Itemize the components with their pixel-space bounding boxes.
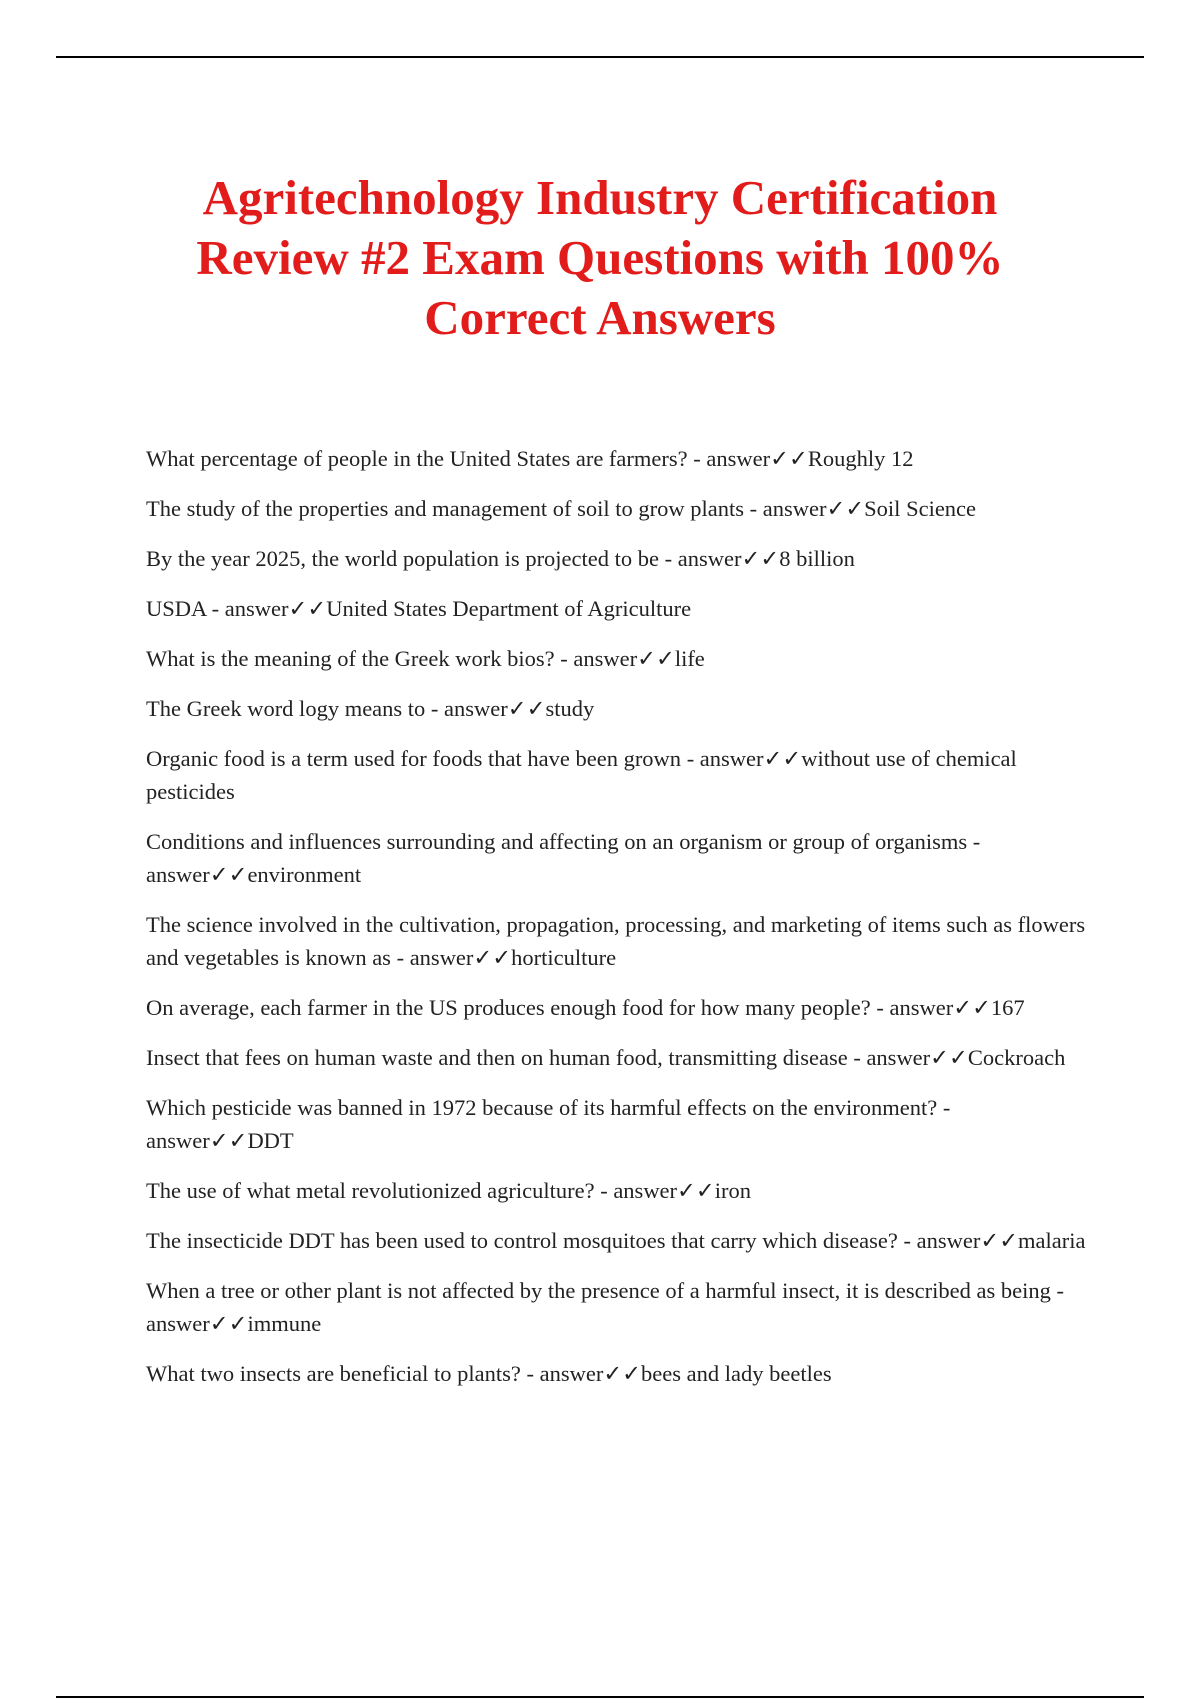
qa-item [146, 742, 1096, 808]
question-text: By the year 2025, the world population is projected to be [146, 546, 660, 571]
question-text: Insect that fees on human waste and then on human food, transmitting disease [146, 1045, 848, 1070]
qa-item [146, 991, 1096, 1024]
question-text: On average, each farmer in the US produces enough food for how many people? [146, 995, 871, 1020]
qa-item [146, 1224, 1096, 1257]
answer-marker: - answer✓✓ [146, 1095, 951, 1153]
qa-item [146, 1174, 1096, 1207]
qa-item [146, 908, 1096, 974]
answer-marker: - answer✓✓ [897, 1228, 1019, 1253]
answer-text: immune [247, 1311, 322, 1336]
question-text: The study of the properties and management of soil to grow plants [146, 496, 744, 521]
answer-marker: - answer✓✓ [870, 995, 991, 1020]
answer-marker: - answer✓✓ [681, 746, 802, 771]
answer-text: life [674, 646, 705, 671]
answer-text: environment [247, 862, 362, 887]
question-text: Conditions and influences surrounding and affecting on an organism or group of organisms [146, 829, 968, 854]
qa-item [146, 492, 1096, 525]
qa-item [146, 1274, 1096, 1340]
qa-item [146, 442, 1096, 475]
answer-text: DDT [247, 1128, 294, 1153]
question-text: What percentage of people in the United States are farmers? [146, 446, 688, 471]
answer-text: Roughly 12 [807, 446, 914, 471]
answer-text: malaria [1018, 1228, 1086, 1253]
qa-item [146, 825, 1096, 891]
question-text: The use of what metal revolutionized agriculture? [146, 1178, 595, 1203]
answer-marker: - answer✓✓ [659, 546, 780, 571]
qa-item [146, 1091, 1096, 1157]
answer-marker: - answer✓✓ [425, 696, 546, 721]
qa-list [146, 442, 1096, 1407]
answer-text: Cockroach [967, 1045, 1066, 1070]
question-text: The Greek word logy means to [146, 696, 426, 721]
question-text: What two insects are beneficial to plants? [146, 1361, 521, 1386]
answer-marker: - answer✓✓ [744, 496, 865, 521]
answer-text: Soil Science [864, 496, 977, 521]
question-text: What is the meaning of the Greek work bios? [146, 646, 555, 671]
bottom-rule [56, 1696, 1144, 1698]
answer-marker: - answer✓✓ [594, 1178, 715, 1203]
answer-marker: - answer✓✓ [520, 1361, 642, 1386]
answer-marker: - answer✓✓ [554, 646, 675, 671]
answer-marker: - answer✓✓ [847, 1045, 968, 1070]
answer-text: study [545, 696, 595, 721]
qa-item [146, 642, 1096, 675]
answer-marker: - answer✓✓ [390, 945, 512, 970]
qa-item [146, 1357, 1096, 1390]
answer-text: 167 [990, 995, 1025, 1020]
answer-text: 8 billion [779, 546, 855, 571]
qa-item [146, 542, 1096, 575]
answer-marker: - answer✓✓ [146, 829, 981, 887]
question-text: When a tree or other plant is not affected by the presence of a harmful insect, it is described as being [146, 1278, 1051, 1303]
question-text: The insecticide DDT has been used to control mosquitoes that carry which disease? [146, 1228, 898, 1253]
answer-text: bees and lady beetles [641, 1361, 832, 1386]
question-text: USDA [146, 596, 207, 621]
question-text: Which pesticide was banned in 1972 because of its harmful effects on the environment? [146, 1095, 938, 1120]
qa-item [146, 1041, 1096, 1074]
qa-item [146, 592, 1096, 625]
question-text: The science involved in the cultivation, propagation, processing, and marketing of items such as flowers and vegetables is known as [146, 912, 1086, 970]
answer-text: United States Department of Agriculture [326, 596, 692, 621]
answer-marker: - answer✓✓ [146, 1278, 1064, 1336]
question-text: Organic food is a term used for foods that have been grown [146, 746, 682, 771]
top-rule [56, 56, 1144, 58]
answer-text: horticulture [511, 945, 617, 970]
qa-item [146, 692, 1096, 725]
answer-marker: - answer✓✓ [206, 596, 327, 621]
answer-text: iron [714, 1178, 751, 1203]
answer-text: without use of chemical pesticides [146, 746, 1017, 804]
answer-marker: - answer✓✓ [687, 446, 808, 471]
document-title: Agritechnology Industry Certification Review #2 Exam Questions with 100% Correct Answers [196, 170, 1004, 345]
